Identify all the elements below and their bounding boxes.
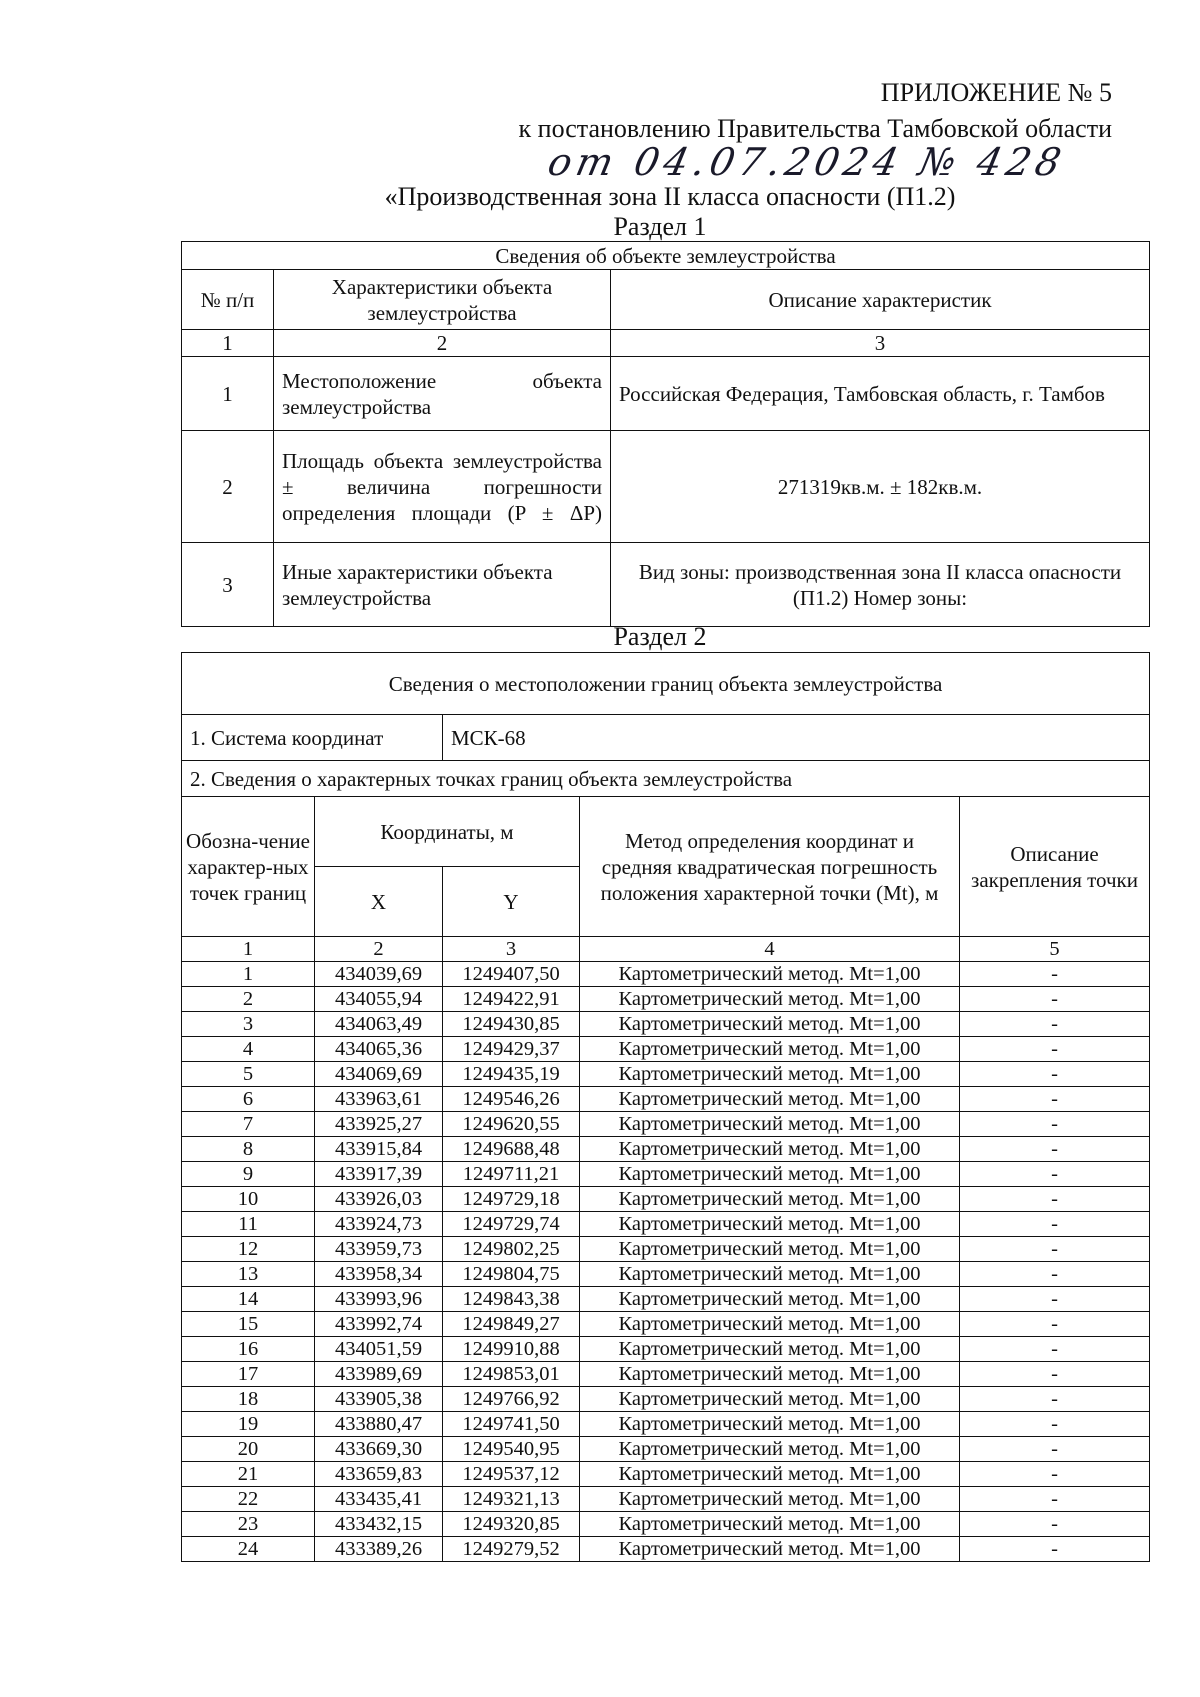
table-row [182,1462,1150,1487]
table-row [182,962,1150,987]
handwritten-date-signature: от 04.07.2024 № 428 [544,140,1070,184]
point-y: 1249741,50 [443,1412,580,1437]
col-number: 4 [580,937,960,962]
table-row [182,987,1150,1012]
point-number: 11 [182,1212,315,1237]
row-description: Российская Федерация, Тамбовская область, г. Тамбов [611,357,1150,431]
col-number: 1 [182,937,315,962]
point-y: 1249843,38 [443,1287,580,1312]
point-fixing: - [960,1512,1150,1537]
point-fixing: - [960,1137,1150,1162]
point-y: 1249804,75 [443,1262,580,1287]
table-row [182,1337,1150,1362]
row-num: 3 [182,543,274,627]
point-method: Картометрический метод. Mt=1,00 [580,962,960,987]
point-fixing: - [960,1062,1150,1087]
point-method: Картометрический метод. Mt=1,00 [580,1287,960,1312]
point-method: Картометрический метод. Mt=1,00 [580,1262,960,1287]
point-y: 1249407,50 [443,962,580,987]
point-number: 1 [182,962,315,987]
boundary-table-title: Сведения о местоположении границ объекта землеустройства [182,653,1150,715]
header-x: X [315,867,443,937]
point-fixing: - [960,1437,1150,1462]
point-y: 1249279,52 [443,1537,580,1562]
header-coords: Координаты, м [315,797,580,867]
point-number: 20 [182,1437,315,1462]
point-method: Картометрический метод. Mt=1,00 [580,1512,960,1537]
point-y: 1249546,26 [443,1087,580,1112]
table-row [182,1012,1150,1037]
point-number: 6 [182,1087,315,1112]
table-row [182,1362,1150,1387]
header-fixing: Описание закрепления точки [960,797,1150,937]
point-y: 1249422,91 [443,987,580,1012]
point-y: 1249429,37 [443,1037,580,1062]
point-number: 12 [182,1237,315,1262]
point-fixing: - [960,987,1150,1012]
table-row [182,1287,1150,1312]
point-fixing: - [960,1362,1150,1387]
point-x: 433659,83 [315,1462,443,1487]
point-method: Картометрический метод. Mt=1,00 [580,1062,960,1087]
row-characteristic: Местоположение объекта землеустройства [274,357,611,431]
point-fixing: - [960,1312,1150,1337]
point-x: 434069,69 [315,1062,443,1087]
point-x: 433432,15 [315,1512,443,1537]
point-number: 4 [182,1037,315,1062]
point-y: 1249766,92 [443,1387,580,1412]
point-y: 1249320,85 [443,1512,580,1537]
point-y: 1249910,88 [443,1337,580,1362]
section2-title: Раздел 2 [613,622,707,651]
point-fixing: - [960,1537,1150,1562]
row-characteristic: Иные характеристики объекта землеустройства [274,543,611,627]
point-x: 434051,59 [315,1337,443,1362]
point-number: 18 [182,1387,315,1412]
point-y: 1249802,25 [443,1237,580,1262]
header-designation: Обозна-чение характер-ных точек границ [182,797,315,937]
coord-system-value: МСК-68 [443,715,1150,761]
point-number: 23 [182,1512,315,1537]
point-x: 433435,41 [315,1487,443,1512]
point-fixing: - [960,1012,1150,1037]
row-characteristic: Площадь объекта землеустройства ± величина погрешности определения площади (P ± ΔP) [274,431,611,543]
col-number: 2 [274,330,611,357]
points-title: 2. Сведения о характерных точках границ объекта землеустройства [182,761,1150,797]
point-number: 24 [182,1537,315,1562]
point-x: 433669,30 [315,1437,443,1462]
point-fixing: - [960,1337,1150,1362]
point-fixing: - [960,1112,1150,1137]
point-fixing: - [960,1262,1150,1287]
point-method: Картометрический метод. Mt=1,00 [580,1162,960,1187]
point-y: 1249540,95 [443,1437,580,1462]
col-number: 2 [315,937,443,962]
point-fixing: - [960,1162,1150,1187]
point-method: Картометрический метод. Mt=1,00 [580,1137,960,1162]
decree-reference: к постановлению Правительства Тамбовской области [518,114,1112,143]
table-row [182,1412,1150,1437]
point-number: 19 [182,1412,315,1437]
point-x: 433389,26 [315,1537,443,1562]
point-fixing: - [960,1087,1150,1112]
point-y: 1249321,13 [443,1487,580,1512]
point-number: 3 [182,1012,315,1037]
point-fixing: - [960,1487,1150,1512]
row-description: Вид зоны: производственная зона II класса опасности (П1.2) Номер зоны: [611,543,1150,627]
table-row [182,1512,1150,1537]
point-y: 1249849,27 [443,1312,580,1337]
point-y: 1249537,12 [443,1462,580,1487]
header-description: Описание характеристик [611,270,1150,330]
point-x: 434055,94 [315,987,443,1012]
point-x: 433963,61 [315,1087,443,1112]
point-y: 1249853,01 [443,1362,580,1387]
point-x: 433905,38 [315,1387,443,1412]
table-row [182,1062,1150,1087]
point-x: 433924,73 [315,1212,443,1237]
col-number: 3 [611,330,1150,357]
point-x: 433993,96 [315,1287,443,1312]
point-x: 434065,36 [315,1037,443,1062]
table-row [182,1237,1150,1262]
point-number: 17 [182,1362,315,1387]
point-method: Картометрический метод. Mt=1,00 [580,1487,960,1512]
point-x: 433992,74 [315,1312,443,1337]
point-method: Картометрический метод. Mt=1,00 [580,1012,960,1037]
table-row [182,1037,1150,1062]
point-y: 1249620,55 [443,1112,580,1137]
point-fixing: - [960,1037,1150,1062]
point-method: Картометрический метод. Mt=1,00 [580,1112,960,1137]
point-method: Картометрический метод. Mt=1,00 [580,1537,960,1562]
point-number: 7 [182,1112,315,1137]
point-number: 8 [182,1137,315,1162]
point-number: 10 [182,1187,315,1212]
point-x: 433915,84 [315,1137,443,1162]
point-x: 434063,49 [315,1012,443,1037]
table-row [182,1162,1150,1187]
point-number: 13 [182,1262,315,1287]
appendix-title: ПРИЛОЖЕНИЕ № 5 [880,78,1112,107]
point-y: 1249711,21 [443,1162,580,1187]
point-x: 433917,39 [315,1162,443,1187]
point-x: 433926,03 [315,1187,443,1212]
point-number: 21 [182,1462,315,1487]
boundary-table [181,652,1150,1562]
point-number: 5 [182,1062,315,1087]
coord-system-label: 1. Система координат [182,715,443,761]
zone-title: «Производственная зона II класса опасности (П1.2) [384,182,956,211]
table-row [182,1437,1150,1462]
point-y: 1249435,19 [443,1062,580,1087]
object-info-table [181,241,1150,627]
table-row [182,1112,1150,1137]
header-method: Метод определения координат и средняя квадратическая погрешность положения характерной точки (Mt), м [580,797,960,937]
point-x: 433925,27 [315,1112,443,1137]
point-fixing: - [960,962,1150,987]
row-num: 2 [182,431,274,543]
point-fixing: - [960,1287,1150,1312]
col-number: 1 [182,330,274,357]
object-info-table-title: Сведения об объекте землеустройства [182,242,1150,270]
row-description: 271319кв.м. ± 182кв.м. [611,431,1150,543]
point-method: Картометрический метод. Mt=1,00 [580,1337,960,1362]
point-x: 433958,34 [315,1262,443,1287]
point-number: 16 [182,1337,315,1362]
point-x: 433959,73 [315,1237,443,1262]
point-fixing: - [960,1212,1150,1237]
point-fixing: - [960,1387,1150,1412]
table-row [182,1312,1150,1337]
table-row [182,1212,1150,1237]
point-x: 433989,69 [315,1362,443,1387]
point-method: Картометрический метод. Mt=1,00 [580,1362,960,1387]
point-fixing: - [960,1462,1150,1487]
point-y: 1249729,74 [443,1212,580,1237]
point-y: 1249430,85 [443,1012,580,1037]
table-row [182,1087,1150,1112]
point-method: Картометрический метод. Mt=1,00 [580,1387,960,1412]
table-row [182,1187,1150,1212]
point-method: Картометрический метод. Mt=1,00 [580,1462,960,1487]
point-fixing: - [960,1187,1150,1212]
table-row [182,1262,1150,1287]
point-number: 2 [182,987,315,1012]
col-number: 5 [960,937,1150,962]
point-fixing: - [960,1237,1150,1262]
table-row [182,1537,1150,1562]
point-number: 14 [182,1287,315,1312]
point-method: Картометрический метод. Mt=1,00 [580,1437,960,1462]
point-method: Картометрический метод. Mt=1,00 [580,987,960,1012]
point-x: 433880,47 [315,1412,443,1437]
point-number: 9 [182,1162,315,1187]
section1-title: Раздел 1 [613,212,707,241]
table-row [182,1387,1150,1412]
point-method: Картометрический метод. Mt=1,00 [580,1037,960,1062]
point-method: Картометрический метод. Mt=1,00 [580,1187,960,1212]
point-y: 1249729,18 [443,1187,580,1212]
point-method: Картометрический метод. Mt=1,00 [580,1312,960,1337]
row-num: 1 [182,357,274,431]
point-x: 434039,69 [315,962,443,987]
point-method: Картометрический метод. Mt=1,00 [580,1412,960,1437]
header-characteristics: Характеристики объекта землеустройства [274,270,611,330]
point-number: 15 [182,1312,315,1337]
header-num: № п/п [182,270,274,330]
point-method: Картометрический метод. Mt=1,00 [580,1212,960,1237]
point-number: 22 [182,1487,315,1512]
point-method: Картометрический метод. Mt=1,00 [580,1237,960,1262]
point-fixing: - [960,1412,1150,1437]
table-row [182,1487,1150,1512]
header-y: Y [443,867,580,937]
col-number: 3 [443,937,580,962]
table-row [182,1137,1150,1162]
point-y: 1249688,48 [443,1137,580,1162]
point-method: Картометрический метод. Mt=1,00 [580,1087,960,1112]
